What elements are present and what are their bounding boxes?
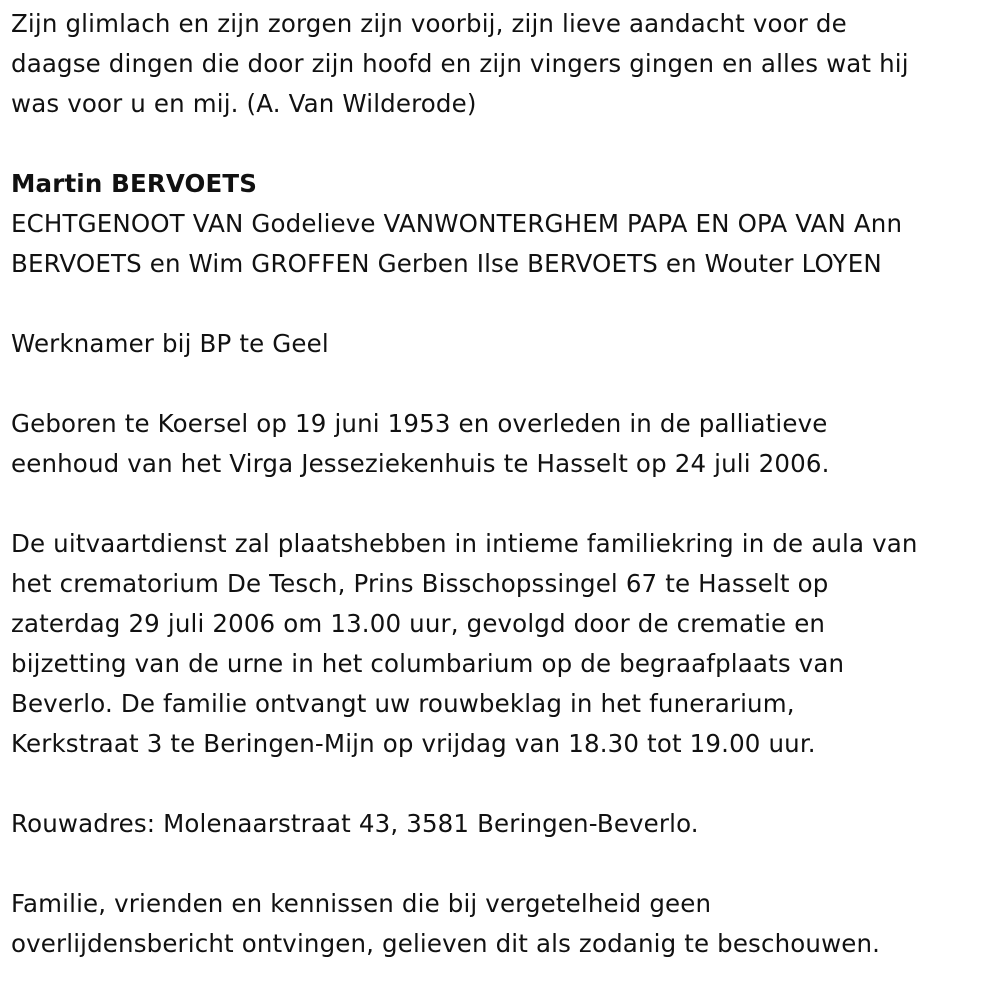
quote-line: daagse dingen die door zijn hoofd en zijn vingers gingen en alles wat hij: [11, 49, 909, 78]
spacer: [11, 484, 991, 524]
quote-paragraph: [11, 4, 991, 124]
funeral-line: Kerkstraat 3 te Beringen-Mijn op vrijdag van 18.30 tot 19.00 uur.: [11, 729, 816, 758]
spacer: [11, 764, 991, 804]
birth-death-paragraph: [11, 404, 991, 484]
spacer: [11, 844, 991, 884]
spacer: [11, 364, 991, 404]
quote-line: Zijn glimlach en zijn zorgen zijn voorbij, zijn lieve aandacht voor de: [11, 9, 847, 38]
notice-paragraph: [11, 884, 991, 964]
funeral-paragraph: [11, 524, 991, 764]
funeral-line: bijzetting van de urne in het columbarium op de begraafplaats van: [11, 649, 845, 678]
deceased-name: Martin BERVOETS: [11, 169, 258, 198]
family-paragraph: [11, 204, 991, 284]
spacer: [11, 284, 991, 324]
obituary-document: [11, 4, 991, 964]
notice-line: Familie, vrienden en kennissen die bij vergetelheid geen: [11, 889, 712, 918]
funeral-line: zaterdag 29 juli 2006 om 13.00 uur, gevolgd door de crematie en: [11, 609, 826, 638]
quote-line: was voor u en mij. (A. Van Wilderode): [11, 89, 477, 118]
funeral-line: De uitvaartdienst zal plaatshebben in intieme familiekring in de aula van: [11, 529, 918, 558]
family-line: BERVOETS en Wim GROFFEN Gerben Ilse BERVOETS en Wouter LOYEN: [11, 249, 882, 278]
family-line: ECHTGENOOT VAN Godelieve VANWONTERGHEM PAPA EN OPA VAN Ann: [11, 209, 903, 238]
birth-death-line: eenhoud van het Virga Jesseziekenhuis te Hasselt op 24 juli 2006.: [11, 449, 830, 478]
occupation-text: Werknamer bij BP te Geel: [11, 329, 329, 358]
notice-line: overlijdensbericht ontvingen, gelieven dit als zodanig te beschouwen.: [11, 929, 881, 958]
spacer: [11, 124, 991, 164]
funeral-line: Beverlo. De familie ontvangt uw rouwbeklag in het funerarium,: [11, 689, 795, 718]
birth-death-line: Geboren te Koersel op 19 juni 1953 en overleden in de palliatieve: [11, 409, 828, 438]
funeral-line: het crematorium De Tesch, Prins Bisschopssingel 67 te Hasselt op: [11, 569, 829, 598]
mourning-address: Rouwadres: Molenaarstraat 43, 3581 Beringen-Beverlo.: [11, 809, 699, 838]
